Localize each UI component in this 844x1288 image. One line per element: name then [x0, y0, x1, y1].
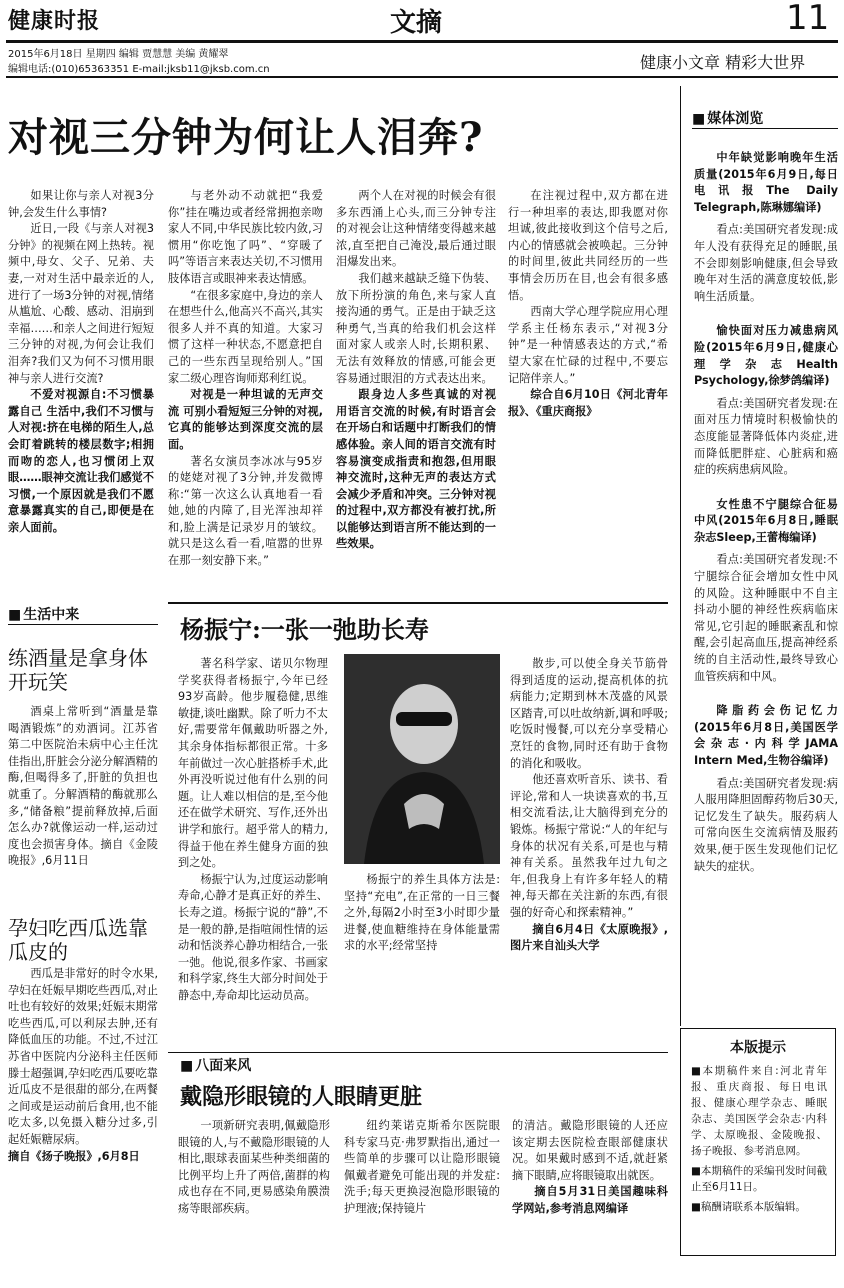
yang-p4: 散步,可以使全身关节筋骨得到适度的运动,提高机体的抗病能力;定期到林木茂盛的风景区踏青,可以吐故纳新,调和呼吸;吃饭时慢餐,可以充分享受精心烹饪的食物,同时还有助于食物的消化和吸收。	[510, 657, 668, 770]
main-headline: 对视三分钟为何让人泪奔?	[8, 114, 484, 161]
main-para-9: 我们越来越缺乏缝下伪装、放下所扮演的角色,来与家人直接沟通的勇气。正是由于缺乏这种勇气,当真的给我们机会这样面对家人或亲人时,长期积累、无法有效释放的情感,可能会更容易通过眼泪的方式表达出来。	[336, 271, 496, 385]
life-section-label: ■ 生活中来	[8, 604, 79, 624]
section-title: 文摘	[390, 8, 443, 38]
yang-p5: 他还喜欢听音乐、读书、看评论,常和人一块读喜欢的书,互相交流看法,让大脑得到充分的锻炼。杨振宁常说:“人的年纪与身体的状况有关系,可是也与精神有关系。虽然我年过九旬之年,但我身上有许多年轻人的精神,每天都在关注新的东西,有很强的好奇心和探索精神。”	[510, 773, 668, 919]
main-para-7: 著名女演员李冰冰与95岁的姥姥对视了3分钟,并发微博称:“第一次这么认真地看一看她,她的内障了,目光浑浊却祥和,脸上满是记录岁月的皱纹。就只是这么看一看,喧嚣的世界在那一刻安静下来。”	[168, 454, 323, 568]
notice-line-1: ■本期稿件来自:河北青年报、重庆商报、每日电讯报、健康心理学杂志、睡眠杂志、美国医学会杂志·内科学、太原晚报、金陵晚报、扬子晚报、参考消息网。	[691, 1065, 827, 1157]
main-col-2	[168, 188, 323, 590]
yang-p1: 著名科学家、诺贝尔物理学奖获得者杨振宁,今年已经93岁高龄。他步履稳健,思维敏捷,谈吐幽默。除了听力不太好,需要常年佩戴助听器之外,其余身体指标都很正常。十多年前做过一次心脏搭桥手术,此外再没听说过他有什么别的问题。让人难以相信的是,至今他还在做学术研究、写作,还外出讲学和旅行。超乎常人的精力,得益于他在养生健身方面的独到之处。	[178, 657, 328, 870]
media-item-3-body: 看点:美国研究者发现:不宁腿综合征会增加女性中风的风险。这种睡眠中不自主抖动小腿的神经性疾病临床常见,它引起的睡眠紊乱和惊醒,会引起高血压,提高神经系统的自主活动性,最终导致心血管疾病和中风。	[694, 553, 838, 683]
main-para-4: 与老外动不动就把“我爱你”挂在嘴边或者经常拥抱亲吻家人不同,中华民族比较内敛,习惯用“你吃饱了吗”、“穿暖了吗”等语言来表达关切,不习惯用肢体语言或眼神来表达情感。	[168, 189, 323, 285]
masthead-logo: 健康时报	[8, 8, 101, 34]
main-col-3	[336, 188, 496, 590]
media-item-3-title: 女性患不宁腿综合征易中风(2015年6月8日,睡眠杂志Sleep,王蕾梅编译)	[694, 497, 838, 544]
eight-col-1	[178, 1118, 330, 1284]
main-para-3: 不爱对视源自:不习惯暴露自己 生活中,我们不习惯与人对视:挤在电梯的陌生人,总会盯着跳转的楼层数字;相拥而吻的恋人,也习惯闭上双眼……眼神交流让我们感觉不习惯,一个原因就是我们不愿意暴露真实的自己,即便是在亲人面前。	[8, 388, 154, 534]
life-a2-title: 孕妇吃西瓜选靠瓜皮的	[8, 916, 148, 964]
main-para-12: 西南大学心理学院应用心理学系主任杨东表示,“对视3分钟”是一种情感表达的方式,“希望大家在忙碌的过程中,不要忘记陪伴亲人。”	[508, 305, 668, 385]
yang-col-3	[510, 656, 668, 1048]
date-line: 2015年6月18日 星期四 编辑 贾慧慧 美编 黄耀翠	[8, 49, 229, 60]
main-para-10: 跟身边人多些真诚的对视 用语言交流的时候,有时语言会在开场白和话题中打断我们的情感体验。亲人间的语言交流有时容易演变成指责和抱怨,但用眼神交流时,这种无声的表达方式会减少矛盾和冲突。三分钟对视的过程中,双方都没有被打扰,所以能够达到语言所不能达到的一些效果。	[336, 388, 496, 551]
eight-p3: 的清洁。戴隐形眼镜的人还应该定期去医院检查眼部健康状况。如果戴时感到不适,就赶紧摘下眼睛,应将眼镜取出就医。	[512, 1119, 668, 1182]
life-a1-title: 练酒量是拿身体开玩笑	[8, 646, 148, 694]
eight-col-3	[512, 1118, 668, 1284]
life-a2-text: 西瓜是非常好的时令水果,孕妇在妊娠早期吃些西瓜,对止吐也有较好的效果;妊娠末期常吃些西瓜,可以利尿去肿,还有降低血压的功能。不过,不过江苏省中医院内分泌科主任医师滕士超强调,孕妇吃西瓜要吃靠近瓜皮不是很甜的部分,在两餐之间或是运动前后食用,也不能吃太多,以免摄入糖分过多,引起妊娠糖尿病。	[8, 967, 158, 1146]
media-item-2-title: 愉快面对压力减患病风险(2015年6月9日,健康心理学杂志Health Psychology,徐梦鸽编译)	[694, 324, 838, 388]
eight-p1: 一项新研究表明,佩戴隐形眼镜的人,与不戴隐形眼镜的人相比,眼球表面某些种类细菌的比例平均上升了两倍,菌群的构成也存在不同,更易感染角膜溃疡等眼部疾病。	[178, 1119, 330, 1215]
main-para-2: 近日,一段《与亲人对视3分钟》的视频在网上热转。视频中,母女、父子、兄弟、夫妻,一对对生活中最亲近的人,进行了一场3分钟的对视,情绪从尴尬、心酸、感动、泪崩到幸福……和亲人之间进行短短三分钟的对视,为何会让我们泪奔?我们又为何不习惯用眼神与亲人进行交流?	[8, 222, 154, 385]
media-item-4-body: 看点:美国研究者发现:病人服用降胆固醇药物后30天,记忆发生了缺失。服药病人可常向医生交流病情及服药效果,便于医生发现他们记忆缺失的症状。	[694, 776, 838, 873]
eight-source: 摘自5月31日美国趣味科学网站,参考消息网编译	[512, 1185, 668, 1215]
notice-box	[680, 1028, 836, 1256]
main-para-13: 综合自6月10日《河北青年报》、《重庆商报》	[508, 388, 668, 418]
eight-col-2	[344, 1118, 500, 1284]
sidebar-divider	[680, 86, 681, 1026]
life-rule	[8, 624, 158, 625]
media-item-2-body: 看点:美国研究者发现:在面对压力情境时积极愉快的态度能显著降低体内炎症,进而降低肥胖症、心脏病和癌症的疾病患病风险。	[694, 396, 838, 477]
notice-body	[691, 1063, 827, 1251]
main-para-8: 两个人在对视的时候会有很多东西涌上心头,而三分钟专注的对视会让这种情绪变得越来越浓,直至把自己淹没,最后通过眼泪爆发出来。	[336, 189, 496, 269]
yang-p3: 杨振宁的养生具体方法是:坚持“充电”,在正常的一日三餐之外,每隔2小时至3小时即少量进餐,使血糖维持在身体能量需求的水平;经常坚持	[344, 873, 500, 953]
contact-line: 编辑电话:(010)65363351 E-mail:jksb11@jksb.com.cn	[8, 64, 270, 75]
slogan: 健康小文章 精彩大世界	[640, 53, 806, 72]
eight-section-label: ■ 八面来风	[180, 1055, 251, 1075]
yang-col-2-below-photo	[344, 872, 500, 1048]
notice-line-2: ■本期稿件的采编刊发时间截止至6月11日。	[691, 1165, 827, 1193]
main-para-11: 在注视过程中,双方都在进行一种坦率的表达,即我愿对你坦诚,彼此接收到这个信号之后,内心的情感就会被唤起。三分钟的时间里,彼此共同经历的一些事情会历历在目,也会有很多感悟。	[508, 189, 668, 302]
life-a2-body	[8, 966, 158, 1282]
main-para-5: “在很多家庭中,身边的亲人在想些什么,他高兴不高兴,其实很多人并不真的知道。大家习惯了这样一种状态,不愿意把自己的一些东西呈现给别人。”国家二级心理咨询师郑利红说。	[168, 288, 323, 385]
eight-p2: 纽约莱诺克斯希尔医院眼科专家马克·弗罗默指出,通过一些简单的步骤可以让隐形眼镜佩戴者避免可能出现的并发症:洗手;每天更换浸泡隐形眼镜的护理液;保持镜片	[344, 1119, 500, 1215]
media-item-1-title: 中年缺觉影响晚年生活质量(2015年6月9日,每日电讯报The Daily Telegraph,陈琳娜编译)	[694, 151, 838, 214]
media-rule	[692, 128, 838, 129]
yang-source: 摘自6月4日《太原晚报》,图片来自汕头大学	[510, 922, 668, 953]
life-a1-body	[8, 704, 158, 904]
yang-headline: 杨振宁:一张一弛助长寿	[180, 615, 429, 644]
main-col-1	[8, 188, 154, 590]
page-number: 11	[786, 0, 830, 38]
life-a2-source: 摘自《扬子晚报》,6月8日	[8, 1149, 140, 1163]
yang-photo	[344, 654, 500, 864]
main-col-4	[508, 188, 668, 590]
life-a1-text: 酒桌上常听到“酒量是靠喝酒锻炼”的劝酒词。江苏省第二中医院治未病中心主任沈佳指出,肝脏会分泌分解酒精的酶,但喝得多了,肝脏的负担也就重了。分解酒精的酶就那么多,“储备粮”提前释放掉,后面怎么办?就像运动一样,运动过度也会损害身体。摘自《金陵晚报》,6月11日	[8, 705, 158, 868]
media-item-4-title: 降脂药会伤记忆力(2015年6月8日,美国医学会杂志·内科学JAMA Intern Med,生物谷编译)	[694, 704, 838, 767]
portrait-image	[344, 654, 500, 864]
header-rule	[6, 40, 838, 43]
notice-title: 本版提示	[730, 1040, 786, 1056]
media-list	[694, 150, 838, 1020]
header-rule-bottom	[6, 76, 838, 78]
main-para-6: 对视是一种坦诚的无声交流 可别小看短短三分钟的对视,它真的能够达到深度交流的层面。	[168, 388, 323, 451]
eight-headline: 戴隐形眼镜的人眼睛更脏	[180, 1084, 423, 1110]
media-item-1-body: 看点:美国研究者发现:成年人没有获得充足的睡眠,虽不会即刻影响健康,但会导致晚年对生活的满意度较低,影响生活质量。	[694, 223, 838, 303]
yang-rule-top	[168, 602, 668, 604]
yang-p2: 杨振宁认为,过度运动影响寿命,心静才是真正好的养生、长寿之道。杨振宁说的“静”,不是一般的静,是指喧闹性情的运动和恬淡养心静功相结合,一张一弛。他说,很多作家、书画家和科学家,终生大部分时间处于静态中,寿命却比运动员高。	[178, 872, 328, 1002]
eight-rule	[168, 1052, 668, 1053]
main-para-1: 如果让你与亲人对视3分钟,会发生什么事情?	[8, 189, 154, 219]
yang-col-1	[178, 656, 328, 1048]
notice-line-3: ■稿酬请联系本版编辑。	[691, 1201, 806, 1213]
media-section-label: ■ 媒体浏览	[692, 108, 763, 128]
